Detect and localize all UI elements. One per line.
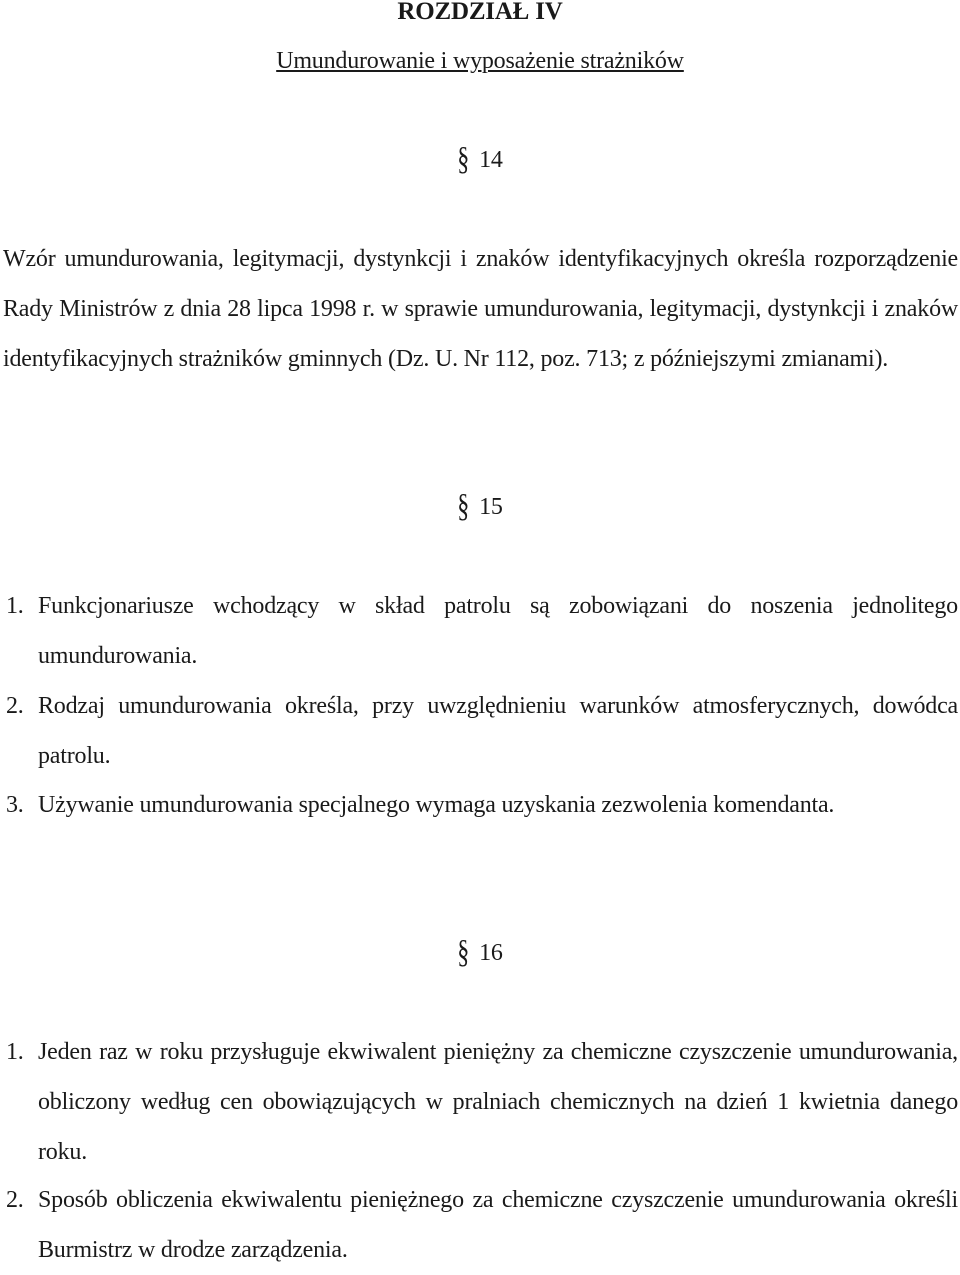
item-number: 3. [6,792,24,818]
section-symbol: § [457,142,470,178]
item-number: 2. [6,1187,24,1213]
section-16-item-2 [6,1175,958,1275]
chapter-subtitle: Umundurowanie i wyposażenie strażników [276,48,684,74]
item-text: Funkcjonariusze wchodzący w skład patrolu są zobowiązani do noszenia jednolitego umundurowania. [38,593,958,669]
item-number: 1. [6,1039,24,1065]
item-text: Rodzaj umundurowania określa, przy uwzględnieniu warunków atmosferycznych, dowódca patrolu. [38,693,958,769]
section-16-item-1 [6,1027,958,1177]
section-number: 14 [479,147,503,173]
section-15-item-3 [6,780,958,830]
chapter-title: ROZDZIAŁ IV [397,0,563,25]
section-15-item-1 [6,581,958,681]
item-text: Jeden raz w roku przysługuje ekwiwalent pieniężny za chemiczne czyszczenie umundurowania, obliczony według cen obowiązujących w pralniach chemicznych na dzień 1 kwietnia danego roku. [38,1039,958,1165]
item-number: 2. [6,693,24,719]
item-text: Sposób obliczenia ekwiwalentu pieniężnego za chemiczne czyszczenie umundurowania określi Burmistrz w drodze zarządzenia. [38,1187,958,1263]
section-15-item-2 [6,681,958,781]
section-heading-14 [0,143,960,177]
section-symbol: § [457,489,470,525]
section-number: 16 [479,940,503,966]
item-text: Używanie umundurowania specjalnego wymaga uzyskania zezwolenia komendanta. [38,792,835,818]
section-number: 15 [479,494,503,520]
section-heading-15 [0,490,960,524]
section-symbol: § [457,935,470,971]
section-14-paragraph: Wzór umundurowania, legitymacji, dystynkcji i znaków identyfikacyjnych określa rozporządzenie Rady Ministrów z dnia 28 lipca 1998 r. w sprawie umundurowania, legitymacji, dystynkcji i znaków identyfikacyjnych strażników gminnych (Dz. U. Nr 112, poz. 713; z późniejszymi zmianami). [3,246,958,372]
section-heading-16 [0,936,960,970]
item-number: 1. [6,593,24,619]
